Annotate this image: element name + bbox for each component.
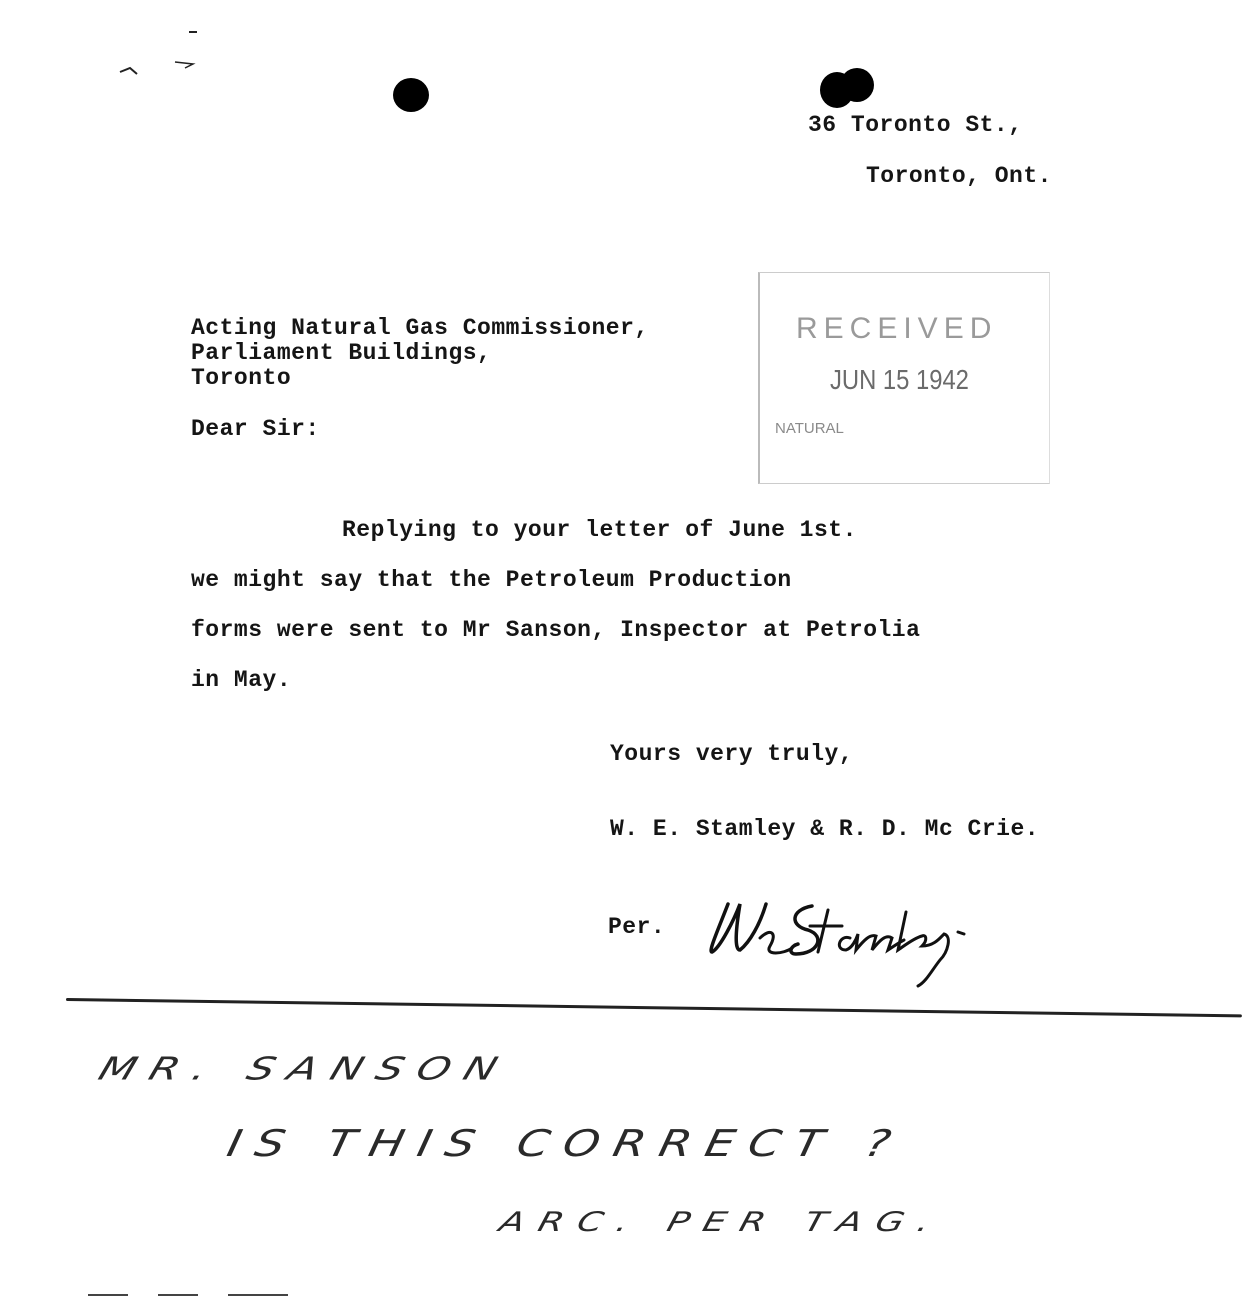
per-label: Per.: [608, 914, 666, 940]
body-line2: we might say that the Petroleum Production: [191, 567, 792, 593]
signatories: W. E. Stamley & R. D. Mc Crie.: [610, 816, 1040, 842]
stamp-natural-text: NATURAL: [775, 420, 844, 437]
divider-line: [66, 998, 1242, 1017]
body-line3: forms were sent to Mr Sanson, Inspector at Petrolia: [191, 617, 921, 643]
received-stamp: [758, 272, 1050, 484]
body-line4: in May.: [191, 667, 292, 693]
body-line1: Replying to your letter of June 1st.: [342, 517, 857, 543]
recipient-line2: Parliament Buildings,: [191, 340, 492, 366]
sender-address-line2: Toronto, Ont.: [866, 163, 1052, 189]
closing: Yours very truly,: [610, 741, 854, 767]
punch-hole-right-overlap: [840, 68, 874, 102]
stamp-received-text: RECEIVED: [796, 312, 998, 345]
salutation: Dear Sir:: [191, 416, 320, 442]
punch-hole-left: [393, 78, 429, 112]
sender-address-line1: 36 Toronto St.,: [808, 112, 1023, 138]
recipient-line1: Acting Natural Gas Commissioner,: [191, 315, 649, 341]
corner-marks: [115, 24, 205, 79]
recipient-line3: Toronto: [191, 365, 292, 391]
bottom-marks: [88, 1284, 298, 1287]
handwritten-note-line1: MR. SANSON: [94, 1050, 517, 1087]
handwritten-note-line2: IS THIS CORRECT ?: [223, 1121, 909, 1165]
stamp-date: JUN 15 1942: [830, 364, 969, 395]
handwritten-note-line3: ARC. PER TAG.: [495, 1207, 948, 1238]
signature: [700, 890, 980, 990]
